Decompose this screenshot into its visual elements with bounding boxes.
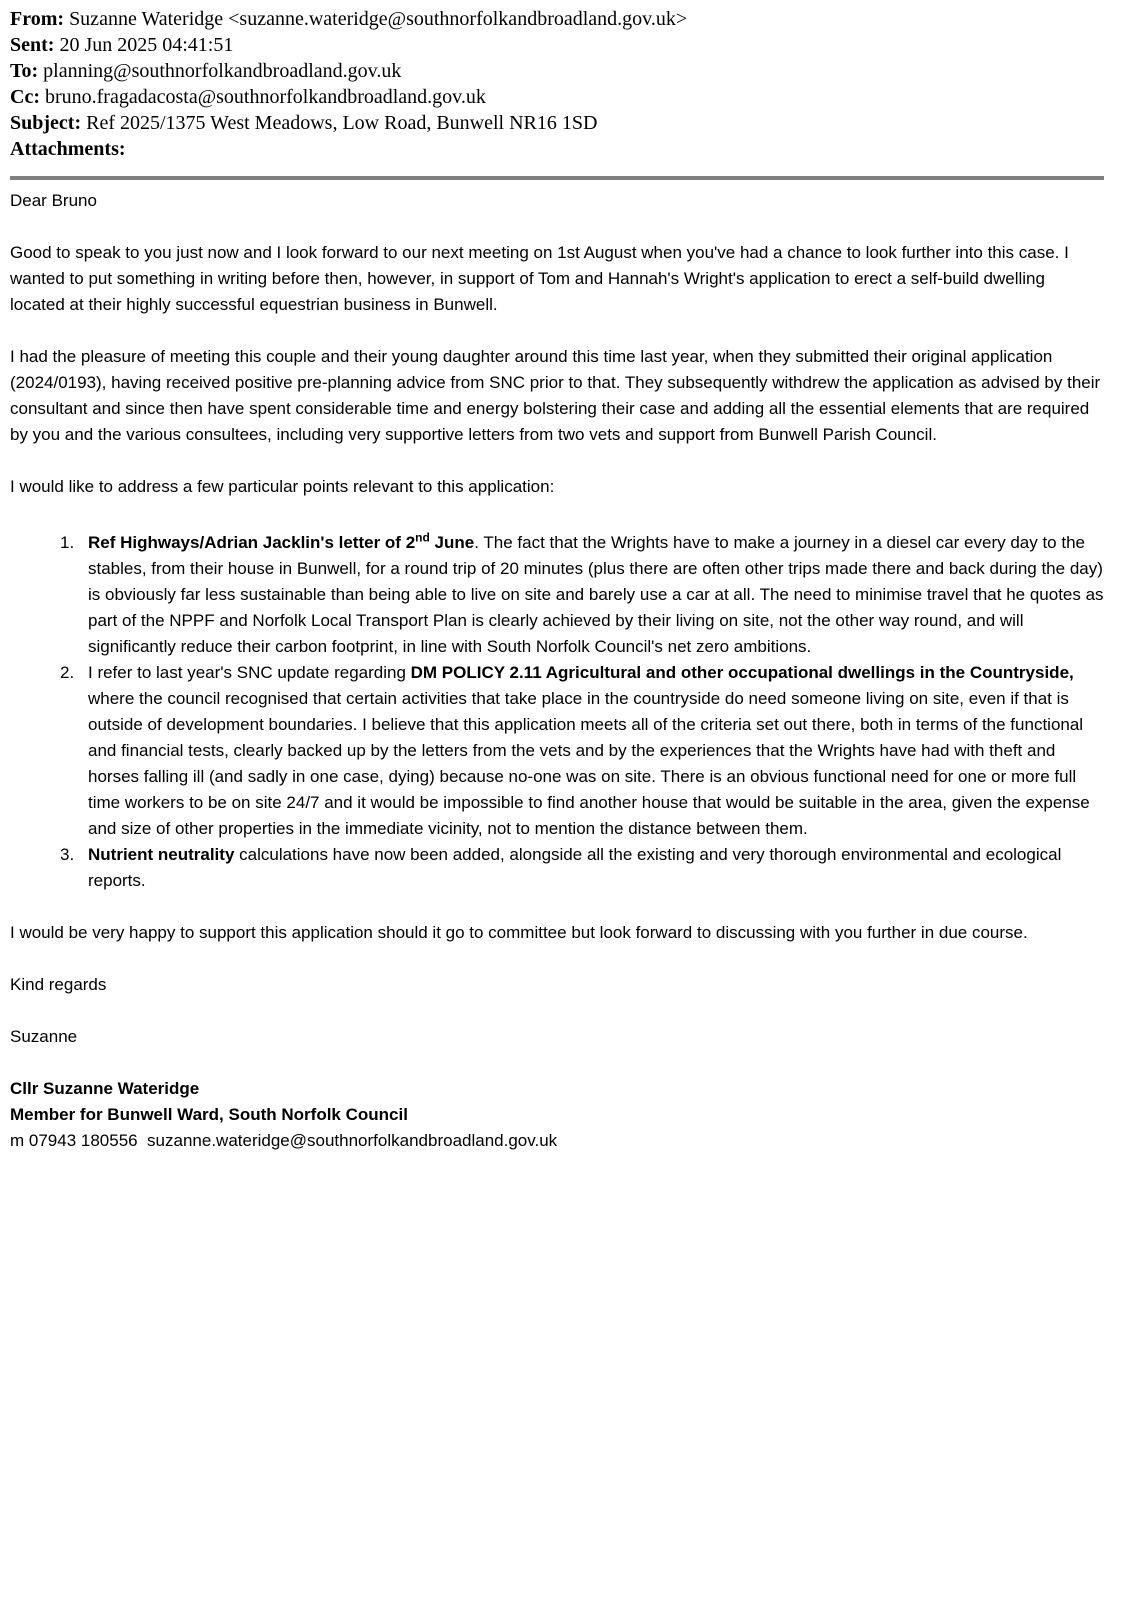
- header-sent-label: Sent:: [10, 34, 55, 56]
- header-sent-value: 20 Jun 2025 04:41:51: [59, 34, 234, 56]
- text-run: where the council recognised that certain activities that take place in the countryside do need someone living on site, even if that is outside of development boundaries. I believe that this application meets all of the criteria set out there, both in terms of the functional and financial tests, clearly backed up by the letters from the vets and by the experiences that the Wrights have had with theft and horses falling ill (and sadly in one case, dying) because no-one was on site. There is an obvious functional need for one or more full time workers to be on site 24/7 and it would be impossible to find another house that would be suitable in the area, given the expense and size of other properties in the immediate vicinity, not to mention the distance between them.: [88, 689, 1090, 838]
- list-item-3: [60, 842, 1104, 894]
- points-list: [10, 530, 1104, 894]
- header-divider: [10, 176, 1104, 180]
- header-from-value: Suzanne Wateridge <suzanne.wateridge@southnorfolkandbroadland.gov.uk>: [69, 8, 688, 30]
- text-run: DM POLICY 2.11 Agricultural and other occupational dwellings in the Countryside,: [410, 663, 1074, 682]
- superscript-ordinal: nd: [415, 530, 430, 545]
- signature-role: Member for Bunwell Ward, South Norfolk Council: [10, 1105, 408, 1124]
- signoff-name: Suzanne: [10, 1027, 78, 1046]
- header-cc-value: bruno.fragadacosta@southnorfolkandbroadland.gov.uk: [44, 86, 486, 108]
- header-attachments-label: Attachments:: [10, 138, 126, 160]
- signature-block: [10, 1076, 1104, 1154]
- header-sent: [10, 32, 1104, 58]
- text-run: Ref Highways/Adrian Jacklin's letter of 2: [88, 533, 416, 552]
- list-item-3-text: [88, 842, 1104, 894]
- list-item-2-number: 2.: [60, 663, 75, 682]
- paragraph-2: I had the pleasure of meeting this couple and their young daughter around this time last year, when they submitted their original application (2024/0193), having received positive pre-planning advice from SNC prior to that. They subsequently withdrew the application as advised by their consultant and since then have spent considerable time and energy bolstering their case and adding all the essential elements that are required by you and the various consultees, including very supportive letters from two vets and support from Bunwell Parish Council.: [10, 347, 1101, 444]
- text-run: I refer to last year's SNC update regarding: [88, 663, 411, 682]
- list-item-1: [60, 530, 1104, 660]
- text-run: Nutrient neutrality: [88, 845, 235, 864]
- text-run: . The fact that the Wrights have to make a journey in a diesel car every day to the stables, from their house in Bunwell, for a round trip of 20 minutes (plus there are often other trips made there and back during the day) is obviously far less sustainable than being able to live on site and barely use a car at all. The need to minimise travel that he quotes as part of the NPPF and Norfolk Local Transport Plan is clearly achieved by their living on site, not the other way round, and will significantly reduce their carbon footprint, in line with South Norfolk Council's net zero ambitions.: [88, 533, 1104, 656]
- list-item-3-number: 3.: [60, 845, 75, 864]
- header-subject-value: Ref 2025/1375 West Meadows, Low Road, Bunwell NR16 1SD: [86, 112, 598, 134]
- list-intro: I would like to address a few particular points relevant to this application:: [10, 477, 555, 496]
- header-attachments: [10, 136, 1104, 162]
- header-to-value: planning@southnorfolkandbroadland.gov.uk: [43, 60, 402, 82]
- header-from: [10, 6, 1104, 32]
- text-run: June: [429, 533, 475, 552]
- email-body: [10, 188, 1104, 1154]
- regards: Kind regards: [10, 975, 107, 994]
- header-subject: [10, 110, 1104, 136]
- list-item-1-text: [88, 530, 1104, 660]
- signature-name: Cllr Suzanne Wateridge: [10, 1079, 200, 1098]
- text-run: calculations have now been added, alongside all the existing and very thorough environmental and ecological reports.: [88, 845, 1062, 890]
- salutation: Dear Bruno: [10, 191, 97, 210]
- header-cc: [10, 84, 1104, 110]
- header-to-label: To:: [10, 60, 39, 82]
- list-item-1-number: 1.: [60, 533, 75, 552]
- header-cc-label: Cc:: [10, 86, 40, 108]
- email-header-block: [10, 6, 1104, 162]
- signature-contact: m 07943 180556 suzanne.wateridge@southnorfolkandbroadland.gov.uk: [10, 1131, 558, 1150]
- header-to: [10, 58, 1104, 84]
- header-subject-label: Subject:: [10, 112, 82, 134]
- closing-paragraph: I would be very happy to support this application should it go to committee but look forward to discussing with you further in due course.: [10, 923, 1028, 942]
- list-item-2-text: [88, 660, 1104, 842]
- paragraph-1: Good to speak to you just now and I look forward to our next meeting on 1st August when you've had a chance to look further into this case. I wanted to put something in writing before then, however, in support of Tom and Hannah's Wright's application to erect a self-build dwelling located at their highly successful equestrian business in Bunwell.: [10, 243, 1069, 314]
- list-item-2: [60, 660, 1104, 842]
- header-from-label: From:: [10, 8, 65, 30]
